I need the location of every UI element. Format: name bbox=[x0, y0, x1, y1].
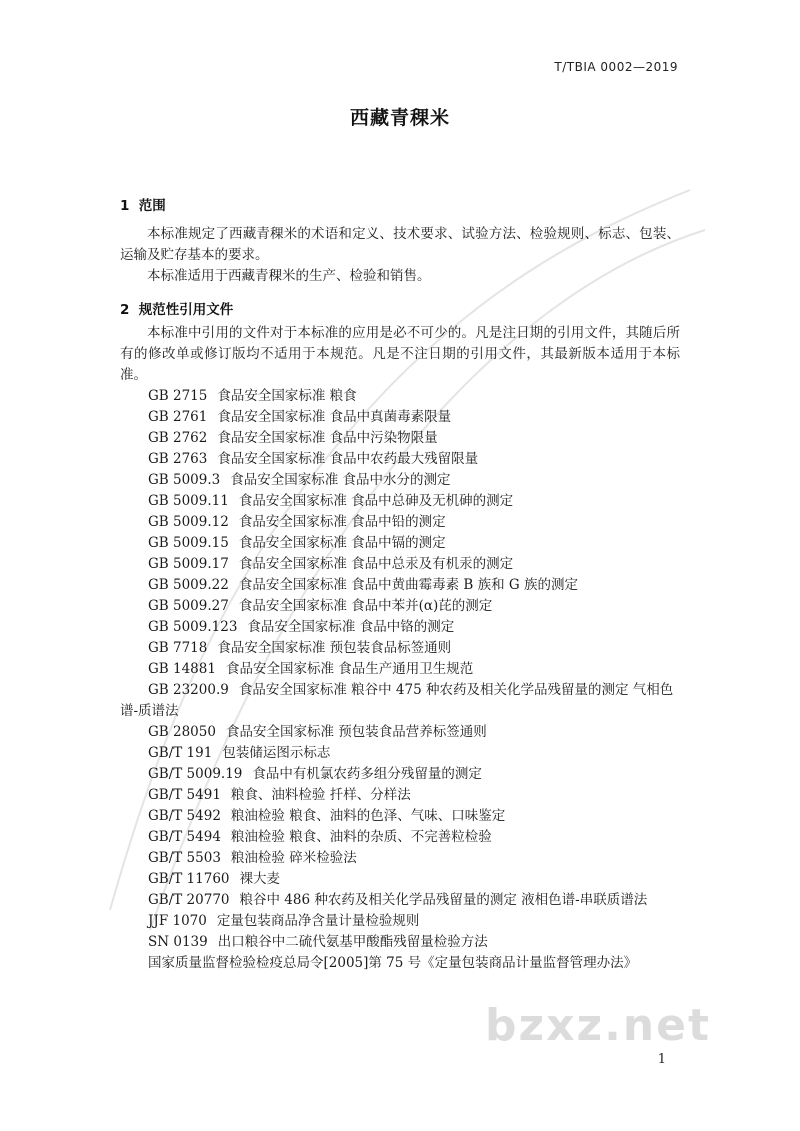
reference-item bbox=[120, 890, 680, 911]
reference-name: 食品安全国家标准 食品中农药最大残留限量 bbox=[217, 451, 479, 467]
reference-name: 食品安全国家标准 食品中水分的测定 bbox=[230, 472, 451, 488]
scope-paragraph: 本标准规定了西藏青稞米的术语和定义、技术要求、试验方法、检验规则、标志、包装、运输及贮存基本的要求。 bbox=[120, 226, 680, 263]
reference-name: 食品安全国家标准 粮谷中 475 种农药及相关化学品残留量的测定 气相色谱-质谱法 bbox=[120, 682, 674, 719]
reference-code: GB 5009.123 bbox=[148, 619, 238, 635]
reference-name: 食品安全国家标准 食品中污染物限量 bbox=[217, 430, 438, 446]
reference-item bbox=[120, 953, 680, 974]
reference-item bbox=[120, 764, 680, 785]
reference-item bbox=[120, 680, 680, 722]
reference-item bbox=[120, 386, 680, 407]
reference-item bbox=[120, 806, 680, 827]
reference-code: GB 14881 bbox=[148, 661, 216, 677]
reference-code: GB/T 5491 bbox=[148, 787, 221, 803]
reference-code: GB 2715 bbox=[148, 388, 208, 404]
reference-name: 出口粮谷中二硫代氨基甲酸酯残留量检验方法 bbox=[217, 934, 488, 950]
normative-intro-paragraph: 本标准中引用的文件对于本标准的应用是必不可少的。凡是注日期的引用文件，其随后所有的修改单或修订版均不适用于本规范。凡是不注日期的引用文件，其最新版本适用于本标准。 bbox=[120, 325, 680, 383]
reference-code: GB/T 5492 bbox=[148, 808, 221, 824]
page-number: 1 bbox=[657, 1052, 666, 1067]
reference-code: SN 0139 bbox=[148, 934, 208, 950]
reference-item bbox=[120, 848, 680, 869]
reference-item bbox=[120, 491, 680, 512]
reference-item bbox=[120, 743, 680, 764]
reference-name: 食品安全国家标准 粮食 bbox=[217, 388, 357, 404]
reference-code: GB 5009.3 bbox=[148, 472, 221, 488]
reference-item bbox=[120, 449, 680, 470]
reference-item bbox=[120, 554, 680, 575]
reference-name: 粮油检验 粮食、油料的色泽、气味、口味鉴定 bbox=[230, 808, 506, 824]
section-title: 规范性引用文件 bbox=[138, 302, 234, 318]
reference-name: 国家质量监督检验检疫总局令[2005]第 75 号《定量包装商品计量监督管理办法》 bbox=[148, 955, 638, 971]
reference-list bbox=[120, 386, 680, 974]
reference-item bbox=[120, 932, 680, 953]
section-heading-normative-references bbox=[120, 298, 233, 318]
reference-item bbox=[120, 659, 680, 680]
reference-item bbox=[120, 617, 680, 638]
reference-code: GB 5009.12 bbox=[148, 514, 229, 530]
reference-name: 粮谷中 486 种农药及相关化学品残留量的测定 液相色谱-串联质谱法 bbox=[239, 892, 648, 908]
reference-code: GB 7718 bbox=[148, 640, 208, 656]
document-title: 西藏青稞米 bbox=[349, 107, 450, 129]
reference-code: GB/T 5494 bbox=[148, 829, 221, 845]
reference-code: JJF 1070 bbox=[148, 913, 207, 929]
reference-item bbox=[120, 869, 680, 890]
standard-code: T/TBIA 0002—2019 bbox=[554, 60, 678, 74]
reference-name: 粮油检验 粮食、油料的杂质、不完善粒检验 bbox=[230, 829, 492, 845]
reference-name: 粮食、油料检验 扦样、分样法 bbox=[230, 787, 411, 803]
reference-code: GB 5009.11 bbox=[148, 493, 229, 509]
reference-name: 食品安全国家标准 食品中铅的测定 bbox=[238, 514, 446, 530]
watermark: bzxz.net bbox=[485, 1000, 712, 1051]
section-title: 范围 bbox=[138, 198, 166, 214]
reference-name: 食品安全国家标准 食品中真菌毒素限量 bbox=[217, 409, 452, 425]
reference-item bbox=[120, 470, 680, 491]
reference-code: GB 5009.17 bbox=[148, 556, 229, 572]
reference-name: 粮油检验 碎米检验法 bbox=[230, 850, 357, 866]
reference-item bbox=[120, 638, 680, 659]
reference-code: GB 5009.22 bbox=[148, 577, 229, 593]
reference-name: 食品安全国家标准 食品中苯并(α)芘的测定 bbox=[238, 598, 493, 614]
section-heading-scope bbox=[120, 194, 166, 214]
reference-code: GB 2762 bbox=[148, 430, 208, 446]
reference-item bbox=[120, 575, 680, 596]
reference-code: GB 5009.15 bbox=[148, 535, 229, 551]
reference-name: 食品安全国家标准 预包装食品营养标签通则 bbox=[225, 724, 487, 740]
reference-code: GB/T 11760 bbox=[148, 871, 230, 887]
section-number: 2 bbox=[120, 302, 130, 318]
reference-name: 食品安全国家标准 食品中总砷及无机砷的测定 bbox=[238, 493, 514, 509]
reference-code: GB 2763 bbox=[148, 451, 208, 467]
reference-code: GB 2761 bbox=[148, 409, 208, 425]
reference-code: GB 23200.9 bbox=[148, 682, 229, 698]
reference-code: GB/T 5009.19 bbox=[148, 766, 243, 782]
reference-code: GB/T 191 bbox=[148, 745, 213, 761]
reference-code: GB 28050 bbox=[148, 724, 216, 740]
reference-name: 食品安全国家标准 食品中铬的测定 bbox=[247, 619, 455, 635]
reference-item bbox=[120, 722, 680, 743]
section-number: 1 bbox=[120, 198, 130, 214]
reference-name: 食品中有机氯农药多组分残留量的测定 bbox=[252, 766, 482, 782]
reference-item bbox=[120, 827, 680, 848]
reference-item bbox=[120, 785, 680, 806]
reference-item bbox=[120, 407, 680, 428]
reference-item bbox=[120, 596, 680, 617]
reference-item bbox=[120, 428, 680, 449]
reference-name: 定量包装商品净含量计量检验规则 bbox=[216, 913, 420, 929]
reference-code: GB/T 20770 bbox=[148, 892, 230, 908]
scope-paragraph: 本标准适用于西藏青稞米的生产、检验和销售。 bbox=[147, 268, 431, 284]
reference-name: 食品安全国家标准 食品中镉的测定 bbox=[238, 535, 446, 551]
reference-name: 食品安全国家标准 预包装食品标签通则 bbox=[217, 640, 452, 656]
reference-name: 裸大麦 bbox=[239, 871, 280, 887]
reference-code: GB/T 5503 bbox=[148, 850, 221, 866]
reference-code: GB 5009.27 bbox=[148, 598, 229, 614]
reference-name: 食品安全国家标准 食品生产通用卫生规范 bbox=[225, 661, 474, 677]
reference-name: 包装储运图示标志 bbox=[222, 745, 331, 761]
reference-name: 食品安全国家标准 食品中总汞及有机汞的测定 bbox=[238, 556, 514, 572]
reference-name: 食品安全国家标准 食品中黄曲霉毒素 B 族和 G 族的测定 bbox=[238, 577, 578, 593]
reference-item bbox=[120, 512, 680, 533]
reference-item bbox=[120, 533, 680, 554]
reference-item bbox=[120, 911, 680, 932]
